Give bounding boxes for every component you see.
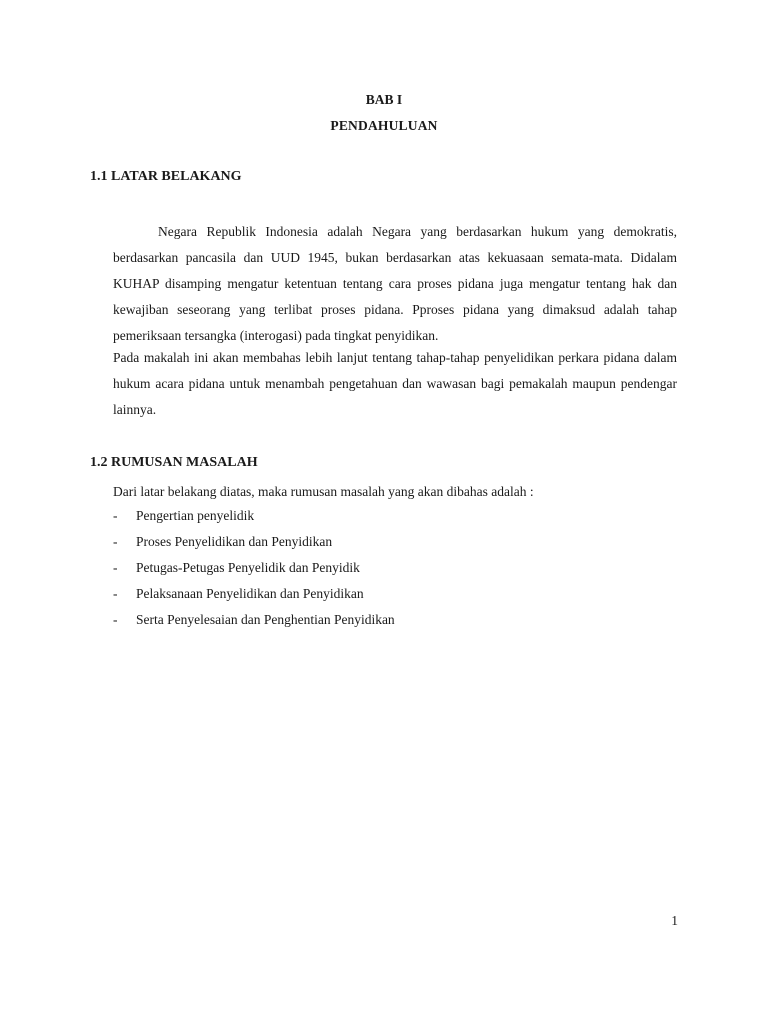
paragraph-2: Pada makalah ini akan membahas lebih lanjut tentang tahap-tahap penyelidikan perkara pidana dalam hukum acara pidana untuk menambah pengetahuan dan wawasan bagi pemakalah maupun pendengar lainnya. (113, 350, 677, 417)
list-bullet: - (113, 534, 118, 549)
list-item-text: Petugas-Petugas Penyelidik dan Penyidik (136, 560, 360, 575)
section-heading-rumusan-masalah: 1.2 RUMUSAN MASALAH (90, 455, 258, 470)
section-heading-latar-belakang: 1.1 LATAR BELAKANG (90, 169, 242, 184)
page-number: 1 (671, 913, 678, 928)
list-item (113, 555, 395, 581)
list-bullet: - (113, 586, 118, 601)
list-bullet: - (113, 612, 118, 627)
paragraph-1: Negara Republik Indonesia adalah Negara yang berdasarkan hukum yang demokratis, berdasarkan pancasila dan UUD 1945, bukan berdasarkan atas kekuasaan semata-mata. Didalam KUHAP disamping mengatur ketentuan tentang cara proses pidana juga mengatur tentang hak dan kewajiban seseorang yang terlibat proses pidana. Pproses pidana yang dimaksud adalah tahap pemeriksaan tersangka (interogasi) pada tingkat penyidikan. (113, 224, 677, 343)
list-bullet: - (113, 508, 118, 523)
list-item (113, 607, 395, 633)
list-intro: Dari latar belakang diatas, maka rumusan masalah yang akan dibahas adalah : (113, 484, 534, 499)
list-item (113, 581, 395, 607)
list-item (113, 529, 395, 555)
list-item-text: Proses Penyelidikan dan Penyidikan (136, 534, 333, 549)
chapter-title: PENDAHULUAN (330, 118, 438, 133)
list-bullet: - (113, 560, 118, 575)
list-item (113, 503, 395, 529)
list-item-text: Pelaksanaan Penyelidikan dan Penyidikan (136, 586, 364, 601)
list-item-text: Serta Penyelesaian dan Penghentian Penyidikan (136, 612, 395, 627)
list-item-text: Pengertian penyelidik (136, 508, 255, 523)
chapter-number: BAB I (365, 92, 403, 107)
problem-list (113, 503, 395, 633)
